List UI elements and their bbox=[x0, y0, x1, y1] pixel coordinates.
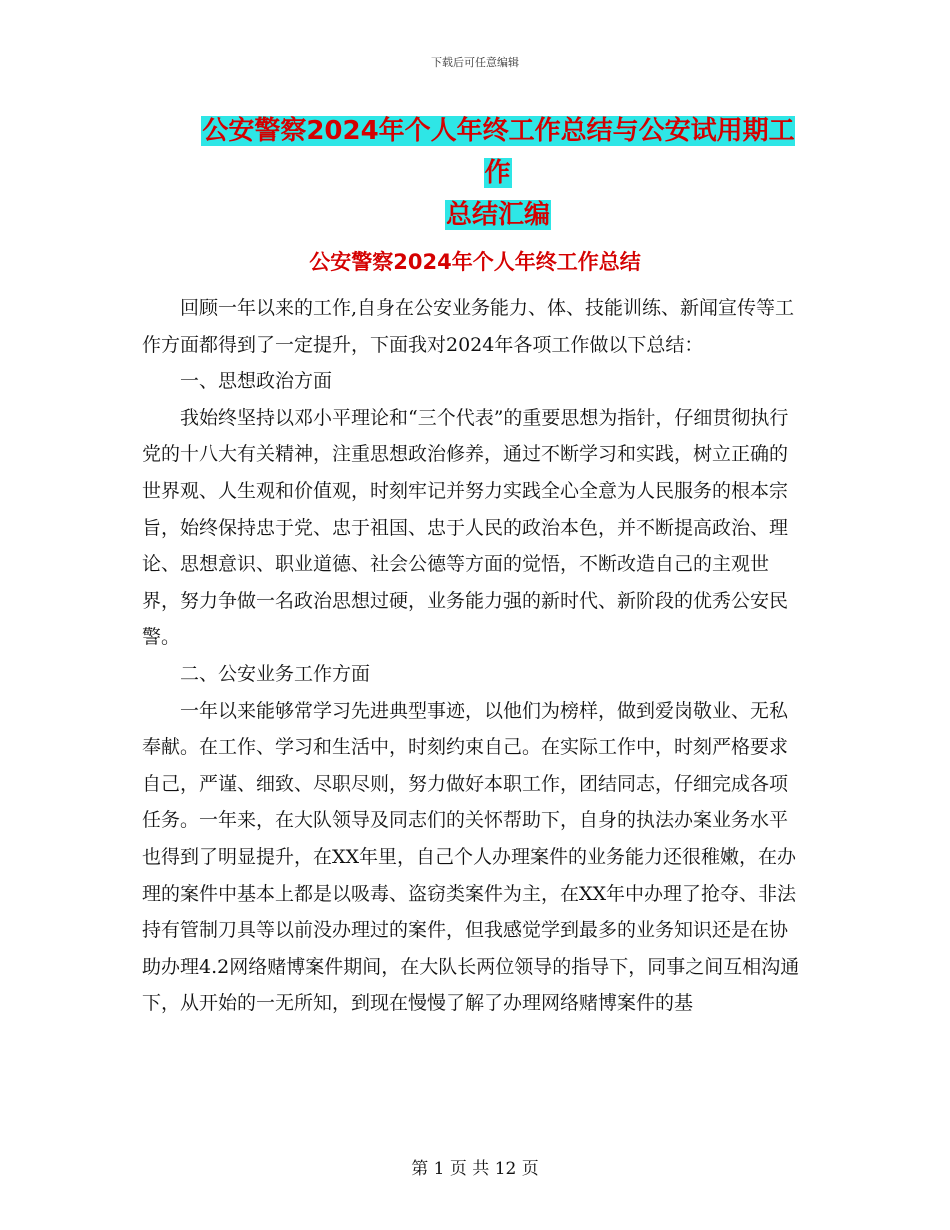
paragraph-intro: 回顾一年以来的工作,自身在公安业务能力、体、技能训练、新闻宣传等工作方面都得到了一定提升，下面我对2024年各项工作做以下总结： bbox=[142, 297, 795, 356]
page-header: 下载后可任意编辑 bbox=[431, 56, 519, 69]
heading-political: 一、思想政治方面 bbox=[180, 370, 333, 393]
document-title bbox=[188, 110, 808, 236]
document-title-line1: 公安警察2024年个人年终工作总结与公安试用期工作 bbox=[202, 116, 795, 188]
heading-police-work: 二、公安业务工作方面 bbox=[180, 662, 371, 685]
document-title-line2: 总结汇编 bbox=[445, 200, 550, 230]
page-footer: 第 1 页 共 12 页 bbox=[411, 1159, 539, 1179]
paragraph-police-work: 一年以来能够常学习先进典型事迹，以他们为榜样，做到爱岗敬业、无私奉献。在工作、学习和生活中，时刻约束自己。在实际工作中，时刻严格要求自己，严谨、细致、尽职尽则，努力做好本职工作，团结同志，仔细完成各项任务。一年来，在大队领导及同志们的关怀帮助下，自身的执法办案业务水平也得到了明显提升，在XX年里，自己个人办理案件的业务能力还很稚嫩，在办理的案件中基本上都是以吸毒、盗窃类案件为主，在XX年中办理了抢夺、非法持有管制刀具等以前没办理过的案件，但我感觉学到最多的业务知识还是在协助办理4.2网络赌博案件期间，在大队长两位领导的指导下，同事之间互相沟通下，从开始的一无所知，到现在慢慢了解了办理网络赌博案件的基 bbox=[142, 699, 800, 1015]
paragraph-political: 我始终坚持以邓小平理论和“三个代表”的重要思想为指针，仔细贯彻执行党的十八大有关精神，注重思想政治修养，通过不断学习和实践，树立正确的世界观、人生观和价值观，时刻牢记并努力实践全心全意为人民服务的根本宗旨，始终保持忠于党、忠于祖国、忠于人民的政治本色，并不断提高政治、理论、思想意识、职业道德、社会公德等方面的觉悟，不断改造自己的主观世界，努力争做一名政治思想过硬，业务能力强的新时代、新阶段的优秀公安民警。 bbox=[142, 406, 789, 649]
body-text bbox=[142, 290, 802, 1022]
section-title: 公安警察2024年个人年终工作总结 bbox=[309, 250, 641, 274]
